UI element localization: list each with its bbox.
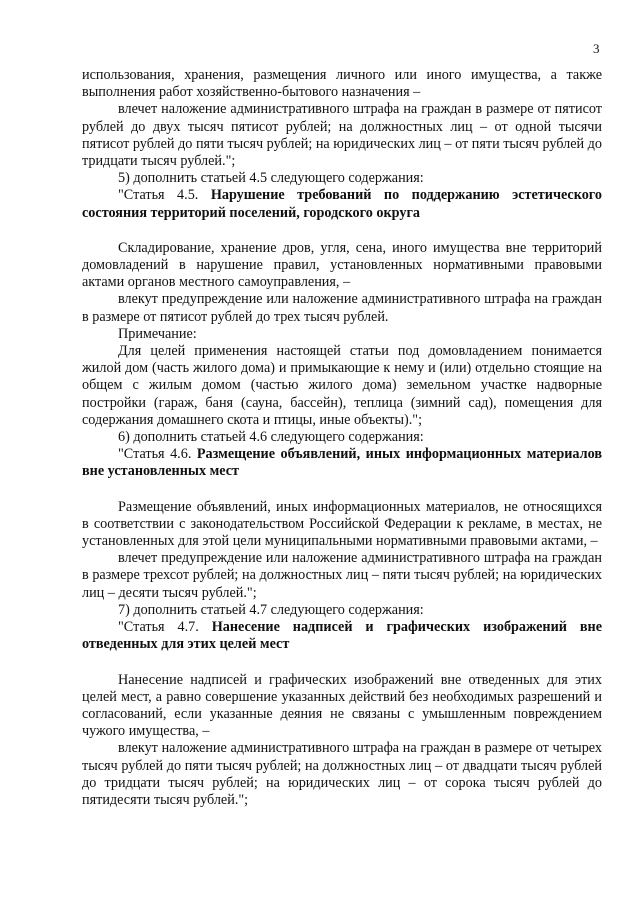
article-title: Размещение объявлений, иных информационных материалов вне установленных мест (82, 446, 602, 480)
paragraph-penalty: влекут наложение административного штрафа на граждан в размере от четырех тысяч рублей до пяти тысяч рублей; на должностных лиц – от двадцати тысяч рублей до тридцати тысяч рублей; на юридических лиц – от сорока тысяч рублей до пятидесяти тысяч рублей."; (82, 740, 602, 808)
paragraph-penalty: влечет наложение административного штрафа на граждан в размере от пятисот рублей до двух тысяч пятисот рублей; на должностных лиц – от одной тысячи пятисот рублей до пяти тысяч рублей; на юридических лиц – от пяти тысяч рублей до тридцати тысяч рублей."; (82, 101, 602, 170)
paragraph-amendment-4-7: 7) дополнить статьей 4.7 следующего содержания: (118, 601, 424, 618)
article-heading-4-6 (82, 446, 602, 480)
paragraph-continuation: использования, хранения, размещения личного или иного имущества, а также выполнения работ хозяйственно-бытового назначения – (82, 67, 602, 101)
paragraph-offense: Складирование, хранение дров, угля, сена, иного имущества вне территорий домовладений в нарушение правил, установленных нормативными правовыми актами органов местного самоуправления, – (82, 239, 602, 291)
article-title: Нанесение надписей и графических изображений вне отведенных для этих целей мест (82, 619, 602, 653)
article-prefix: "Статья 4.6. (118, 446, 197, 463)
paragraph-note: Для целей применения настоящей статьи под домовладением понимается жилой дом (часть жилого дома) и примыкающие к нему и (или) отдельно стоящие на общем с жилым домом (частью жилого дома) земельном участке надворные постройки (гараж, баня (сауна, бассейн), теплица (зимний сад), помещения для содержания домашнего скота и птицы, иные объекты)."; (82, 343, 602, 428)
paragraph-penalty: влекут предупреждение или наложение административного штрафа на граждан в размере от пятисот рублей до трех тысяч рублей. (82, 291, 602, 325)
article-heading-4-5 (82, 187, 602, 221)
page-number: 3 (593, 41, 600, 56)
paragraph-penalty: влечет предупреждение или наложение административного штрафа на граждан в размере трехсот рублей; на должностных лиц – пяти тысяч рублей; на юридических лиц – десяти тысяч рублей."; (82, 550, 602, 601)
paragraph-amendment-4-6: 6) дополнить статьей 4.6 следующего содержания: (118, 429, 424, 446)
paragraph-offense: Размещение объявлений, иных информационных материалов, не относящихся в соответствии с законодательством Российской Федерации к рекламе, в местах, не установленных для этой цели муниципальными нормативными правовыми актами, – (82, 498, 602, 550)
article-title: Нарушение требований по поддержанию эстетического состояния территорий поселений, городского округа (82, 187, 602, 221)
paragraph-note-label: Примечание: (118, 325, 197, 342)
document-body (82, 67, 602, 809)
paragraph-offense: Нанесение надписей и графических изображений вне отведенных для этих целей мест, а равно совершение указанных действий без необходимых разрешений и согласований, если указанные деяния не связаны с умышленным повреждением чужого имущества, – (82, 671, 602, 740)
article-heading-4-7 (82, 619, 602, 653)
paragraph-amendment-4-5: 5) дополнить статьей 4.5 следующего содержания: (118, 170, 424, 187)
article-prefix: "Статья 4.5. (118, 187, 211, 204)
article-prefix: "Статья 4.7. (118, 619, 212, 636)
